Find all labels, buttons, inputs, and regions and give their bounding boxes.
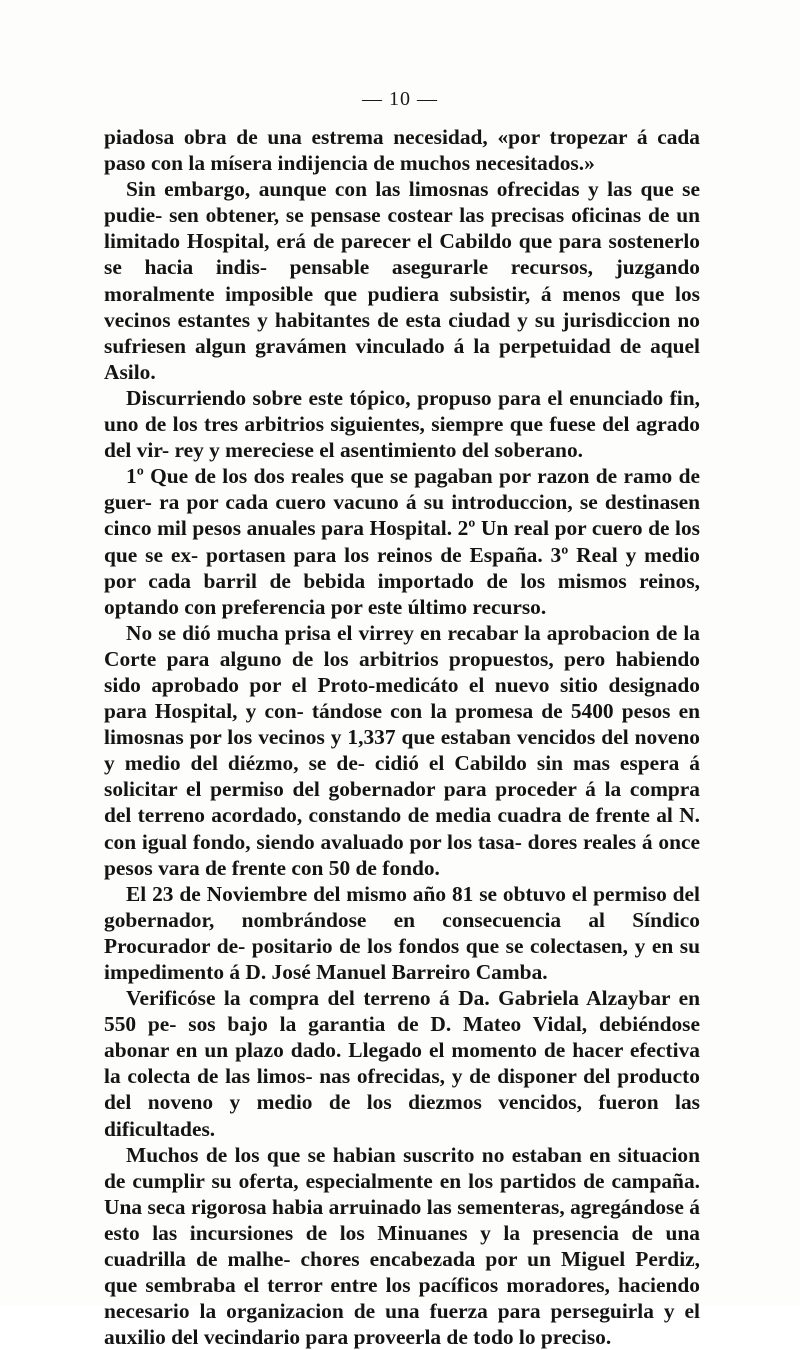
paragraph-2: Sin embargo, aunque con las limosnas ofrecidas y las que se pudie- sen obtener, se pensase costear las precisas oficinas de un limitado Hospital, erá de parecer el Cabildo que para sostenerlo se hacia indis- pensable asegurarle recursos, juzgando moralmente imposible que pudiera subsistir, á menos que los vecinos estantes y habitantes de esta ciudad y su jurisdiccion no sufriesen algun gravámen vinculado á la perpetuidad de aquel Asilo.	[104, 177, 700, 384]
page-number: — 10 —	[362, 88, 438, 110]
paragraph-7: Verificóse la compra del terreno á Da. Gabriela Alzaybar en 550 pe- sos bajo la garantia de D. Mateo Vidal, debiéndose abonar en un plazo dado. Llegado el momento de hacer efectiva la colecta de las limos- nas ofrecidas, y de disponer del producto del noveno y medio de los diezmos vencidos, fueron las dificultades.	[104, 986, 700, 1141]
paragraph-5: No se dió mucha prisa el virrey en recabar la aprobacion de la Corte para alguno de los arbitrios propuestos, pero habiendo sido aprobado por el Proto-medicáto el nuevo sitio designado para Hospital, y con- tándose con la promesa de 5400 pesos en limosnas por los vecinos y 1,337 que estaban vencidos del noveno y medio del diézmo, se de- cidió el Cabildo sin mas espera á solicitar el permiso del gobernador para proceder á la compra del terreno acordado, constando de media cuadra de frente al N. con igual fondo, siendo avaluado por los tasa- dores reales á once pesos vara de frente con 50 de fondo.	[104, 620, 700, 880]
paragraph-4: 1º Que de los dos reales que se pagaban por razon de ramo de guer- ra por cada cuero vacuno á su introduccion, se destinasen cinco mil pesos anuales para Hospital. 2º Un real por cuero de los que se ex- portasen para los reinos de España. 3º Real y medio por cada barril de bebida importado de los mismos reinos, optando con preferencia por este último recurso.	[104, 464, 700, 619]
paragraph-8: Muchos de los que se habian suscrito no estaban en situacion de cumplir su oferta, especialmente en los partidos de campaña. Una seca rigorosa habia arruinado las sementeras, agregándose á esto las incursiones de los Minuanes y la presencia de una cuadrilla de malhe- chores encabezada por un Miguel Perdiz, que sembraba el terror entre los pacíficos moradores, haciendo necesario la organizacion de una fuerza para perseguirla y el auxilio del vecindario para proveerla de todo lo preciso.	[104, 1142, 700, 1350]
paragraph-1: piadosa obra de una estrema necesidad, «por tropezar á cada paso con la mísera indijencia de muchos necesitados.»	[104, 125, 700, 176]
body-text	[104, 124, 700, 1350]
paragraph-3: Discurriendo sobre este tópico, propuso para el enunciado fin, uno de los tres arbitrios siguientes, siempre que fuese del agrado del vir- rey y mereciese el asentimiento del soberano.	[104, 385, 700, 463]
paragraph-6: El 23 de Noviembre del mismo año 81 se obtuvo el permiso del gobernador, nombrándose en consecuencia al Síndico Procurador de- positario de los fondos que se colectasen, y en su impedimento á D. José Manuel Barreiro Camba.	[104, 881, 700, 984]
